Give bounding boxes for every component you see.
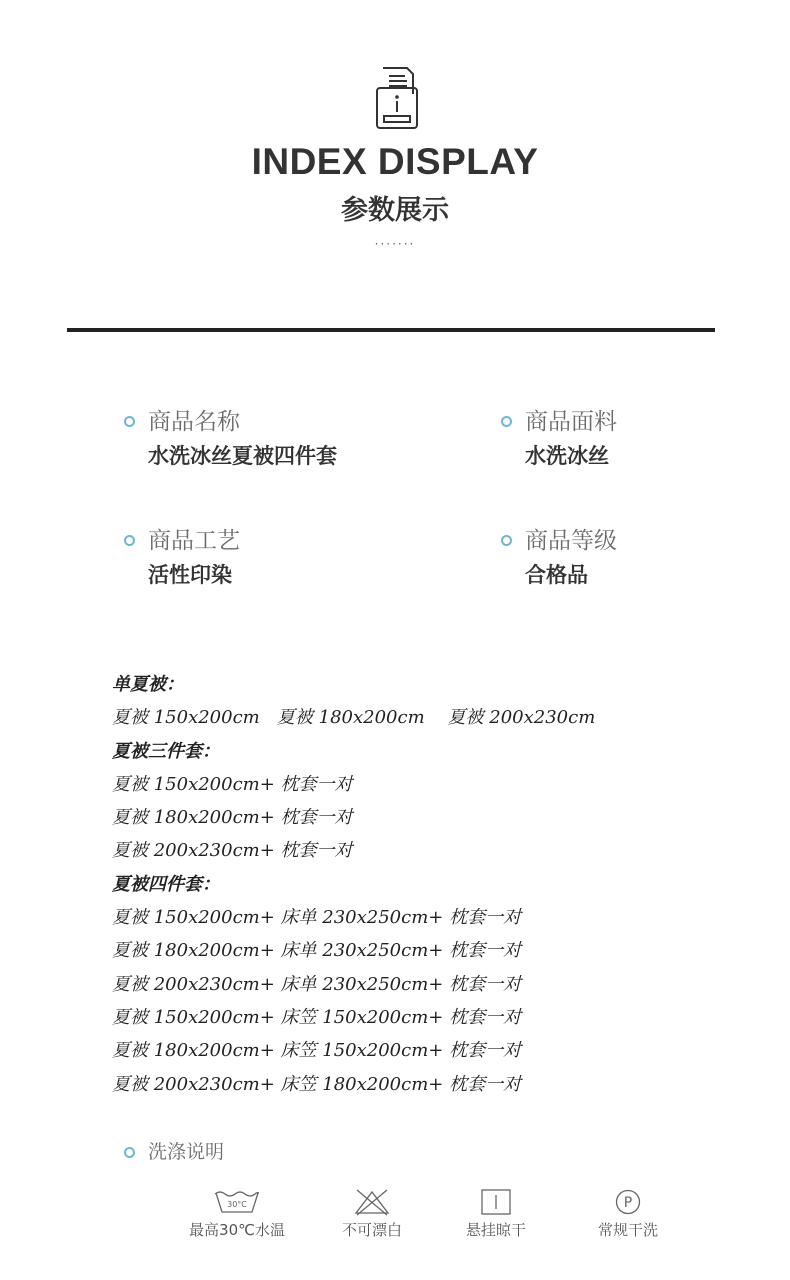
spec-label: 商品名称 — [148, 409, 240, 435]
page-title-cn: 参数展示 — [341, 195, 449, 226]
document-download-icon — [373, 64, 421, 134]
bullet-circle-icon — [501, 416, 512, 427]
care-item-dry-clean — [553, 1188, 703, 1240]
care-label: 最高30℃水温 — [189, 1221, 285, 1239]
spec-label: 商品等级 — [525, 528, 617, 554]
care-item-hang-dry — [421, 1188, 571, 1240]
wash-heading-label: 洗涤说明 — [148, 1141, 225, 1163]
size-option-line: 夏被 180x200cm+ 床单 230x250cm+ 枕套一对 — [112, 940, 522, 962]
size-option-line: 夏被 150x200cm+ 床单 230x250cm+ 枕套一对 — [112, 907, 522, 929]
care-label: 不可漂白 — [341, 1221, 402, 1239]
title-dots-divider: ······· — [374, 237, 416, 251]
size-option-line: 夏被 180x200cm+ 床笠 150x200cm+ 枕套一对 — [112, 1040, 522, 1062]
size-options-list — [112, 668, 732, 1101]
spec-label: 商品面料 — [525, 409, 617, 435]
care-label: 常规干洗 — [597, 1221, 658, 1239]
bullet-circle-icon — [124, 1147, 135, 1158]
bullet-circle-icon — [124, 535, 135, 546]
wash-temp-text: 30°C — [227, 1200, 247, 1209]
size-option-line: 夏被 200x230cm+ 床笠 180x200cm+ 枕套一对 — [112, 1073, 522, 1095]
size-option-line: 夏被 150x200cm+ 床笠 150x200cm+ 枕套一对 — [112, 1006, 522, 1028]
size-group-heading: 单夏被： — [112, 674, 184, 695]
dry-clean-letter: P — [623, 1195, 633, 1211]
no-bleach-icon — [352, 1188, 392, 1216]
size-option-line: 夏被 150x200cm+ 枕套一对 — [112, 773, 353, 795]
spec-value: 活性印染 — [148, 563, 232, 587]
size-option-line: 夏被 200x230cm+ 枕套一对 — [112, 840, 353, 862]
care-item-wash-30 — [162, 1188, 312, 1240]
bullet-circle-icon — [501, 535, 512, 546]
size-group-heading: 夏被三件套： — [112, 740, 220, 762]
care-label: 悬挂晾干 — [465, 1221, 526, 1239]
spec-value: 水洗冰丝夏被四件套 — [148, 444, 337, 468]
size-option-line: 夏被 180x200cm+ 枕套一对 — [112, 807, 353, 829]
page-title-en: INDEX DISPLAY — [251, 141, 539, 182]
spec-value: 水洗冰丝 — [525, 444, 609, 468]
size-option-line: 夏被 200x230cm+ 床单 230x250cm+ 枕套一对 — [112, 973, 522, 995]
hang-dry-icon — [476, 1188, 516, 1216]
dry-clean-icon — [608, 1188, 648, 1216]
wash-30-icon — [213, 1188, 261, 1216]
spec-value: 合格品 — [525, 563, 588, 587]
size-option-line: 夏被 150x200cm 夏被 180x200cm 夏被 200x230cm — [112, 707, 596, 729]
spec-label: 商品工艺 — [148, 528, 240, 554]
section-divider — [67, 328, 715, 332]
size-group-heading: 夏被四件套： — [112, 873, 220, 895]
bullet-circle-icon — [124, 416, 135, 427]
